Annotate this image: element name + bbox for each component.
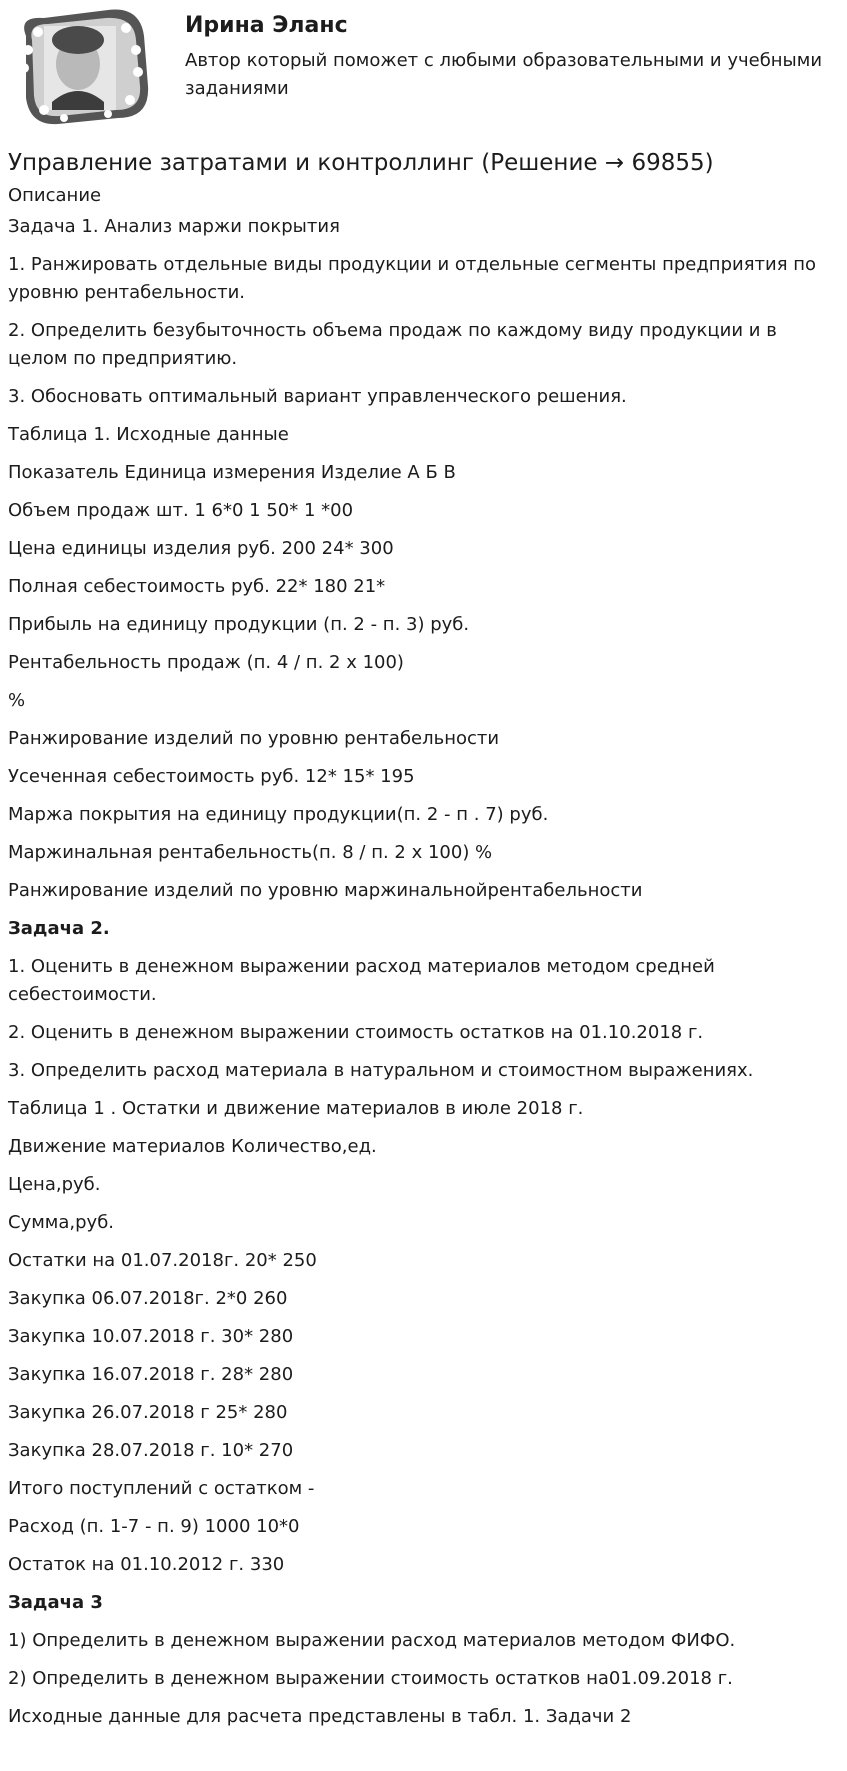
paragraph: 1. Ранжировать отдельные виды продукции и отдельные сегменты предприятия по уровню рентабельности. — [8, 254, 817, 303]
document-content — [8, 147, 838, 1741]
paragraph: Закупка 06.07.2018г. 2*0 260 — [8, 1288, 288, 1309]
paragraph: Ранжирование изделий по уровню рентабельности — [8, 728, 500, 749]
paragraph: 2. Определить безубыточность объема продаж по каждому виду продукции и в целом по предприятию. — [8, 320, 777, 369]
paragraph: Цена,руб. — [8, 1174, 101, 1195]
paragraph: Движение материалов Количество,ед. — [8, 1136, 377, 1157]
author-description: Автор который поможет с любыми образовательными и учебными заданиями — [185, 50, 823, 99]
paragraph: Закупка 28.07.2018 г. 10* 270 — [8, 1440, 294, 1461]
paragraph: Закупка 10.07.2018 г. 30* 280 — [8, 1326, 294, 1347]
paragraph: Задача 1. Анализ маржи покрытия — [8, 216, 340, 237]
paragraph: Полная себестоимость руб. 22* 180 21* — [8, 576, 386, 597]
paragraph: % — [8, 690, 26, 711]
paragraph: Закупка 16.07.2018 г. 28* 280 — [8, 1364, 294, 1385]
paragraph: Расход (п. 1-7 - п. 9) 1000 10*0 — [8, 1516, 300, 1537]
document-paragraphs — [8, 213, 838, 1731]
paragraph: Объем продаж шт. 1 6*0 1 50* 1 *00 — [8, 500, 354, 521]
paragraph: 3. Обосновать оптимальный вариант управленческого решения. — [8, 386, 627, 407]
section-label: Описание — [8, 185, 102, 206]
paragraph: Исходные данные для расчета представлены в табл. 1. Задачи 2 — [8, 1706, 632, 1727]
paragraph: 1) Определить в денежном выражении расход материалов методом ФИФО. — [8, 1630, 736, 1651]
paragraph: 2) Определить в денежном выражении стоимость остатков на01.09.2018 г. — [8, 1668, 733, 1689]
document-title: Управление затратами и контроллинг (Решение → 69855) — [8, 150, 714, 176]
paragraph: Маржа покрытия на единицу продукции(п. 2 - п . 7) руб. — [8, 804, 549, 825]
paragraph: 2. Оценить в денежном выражении стоимость остатков на 01.10.2018 г. — [8, 1022, 704, 1043]
paragraph: Показатель Единица измерения Изделие А Б В — [8, 462, 456, 483]
paragraph: Остатки на 01.07.2018г. 20* 250 — [8, 1250, 317, 1271]
paragraph: Задача 3 — [8, 1592, 103, 1613]
paragraph: 3. Определить расход материала в натуральном и стоимостном выражениях. — [8, 1060, 754, 1081]
paragraph: Таблица 1. Исходные данные — [8, 424, 289, 445]
paragraph: Итого поступлений с остатком - — [8, 1478, 315, 1499]
author-photo-icon — [8, 6, 152, 128]
paragraph: 1. Оценить в денежном выражении расход материалов методом средней себестоимости. — [8, 956, 715, 1005]
author-block — [8, 6, 838, 130]
paragraph: Прибыль на единицу продукции (п. 2 - п. 3) руб. — [8, 614, 470, 635]
paragraph: Таблица 1 . Остатки и движение материалов в июле 2018 г. — [8, 1098, 584, 1119]
paragraph: Цена единицы изделия руб. 200 24* 300 — [8, 538, 394, 559]
paragraph: Закупка 26.07.2018 г 25* 280 — [8, 1402, 288, 1423]
paragraph: Остаток на 01.10.2012 г. 330 — [8, 1554, 285, 1575]
paragraph: Задача 2. — [8, 918, 110, 939]
paragraph: Сумма,руб. — [8, 1212, 115, 1233]
paragraph: Рентабельность продаж (п. 4 / п. 2 х 100) — [8, 652, 404, 673]
author-name: Ирина Эланс — [185, 13, 348, 38]
paragraph: Ранжирование изделий по уровню маржинальнойрентабельности — [8, 880, 643, 901]
paragraph: Усеченная себестоимость руб. 12* 15* 195 — [8, 766, 415, 787]
paragraph: Маржинальная рентабельность(п. 8 / п. 2 х 100) % — [8, 842, 493, 863]
